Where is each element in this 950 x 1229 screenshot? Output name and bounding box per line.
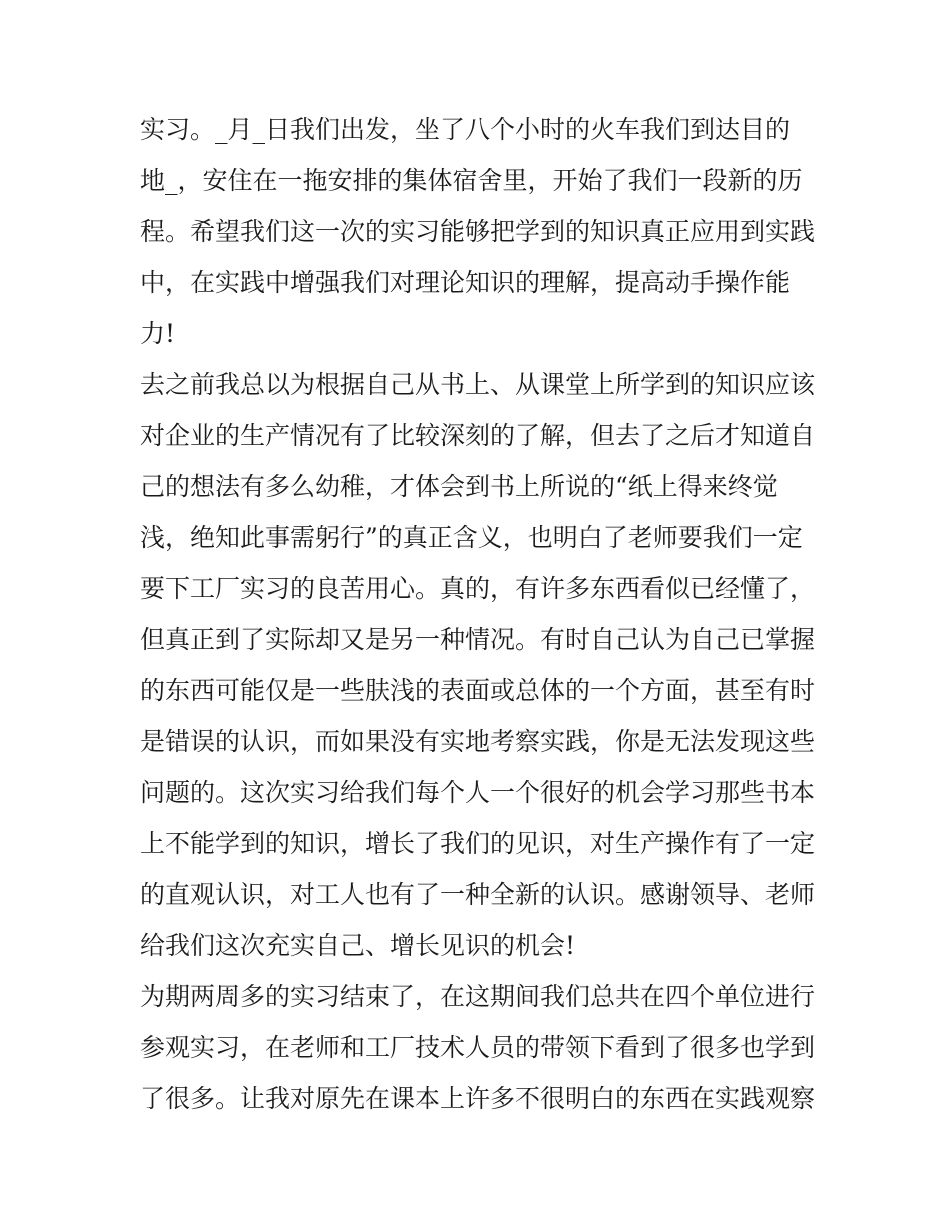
text-line: 上不能学到的知识，增长了我们的见识，对生产操作有了一定 (140, 829, 815, 858)
text-line: 浅，绝知此事需躬行”的真正含义，也明白了老师要我们一定 (140, 523, 803, 552)
text-line: 给我们这次充实自己、增长见识的机会! (140, 931, 576, 960)
text-line: 去之前我总以为根据自己从书上、从课堂上所学到的知识应该 (140, 370, 815, 399)
paragraph-3 (140, 971, 815, 1124)
text-line: 实习。_月_日我们出发，坐了八个小时的火车我们到达目的 (140, 115, 791, 144)
paragraph-2 (140, 359, 815, 971)
text-line: 要下工厂实习的良苦用心。真的，有许多东西看似已经懂了， (140, 574, 815, 603)
text-line: 地_，安住在一拖安排的集体宿舍里，开始了我们一段新的历 (140, 166, 803, 195)
text-line: 了很多。让我对原先在课本上许多不很明白的东西在实践观察 (140, 1084, 815, 1113)
text-line: 的直观认识，对工人也有了一种全新的认识。感谢领导、老师 (140, 880, 815, 909)
text-line: 中，在实践中增强我们对理论知识的理解，提高动手操作能 (140, 268, 791, 297)
text-line: 力! (140, 319, 176, 348)
text-line: 参观实习，在老师和工厂技术人员的带领下看到了很多也学到 (140, 1033, 815, 1062)
text-line: 但真正到了实际却又是另一种情况。有时自己认为自己已掌握 (140, 625, 815, 654)
text-line: 程。希望我们这一次的实习能够把学到的知识真正应用到实践 (140, 217, 815, 246)
text-line: 为期两周多的实习结束了，在这期间我们总共在四个单位进行 (140, 982, 815, 1011)
text-line: 的东西可能仅是一些肤浅的表面或总体的一个方面，甚至有时 (140, 676, 815, 705)
paragraph-1 (140, 104, 815, 359)
text-line: 己的想法有多么幼稚，才体会到书上所说的“纸上得来终觉 (140, 472, 778, 501)
text-line: 对企业的生产情况有了比较深刻的了解，但去了之后才知道自 (140, 421, 815, 450)
text-line: 问题的。这次实习给我们每个人一个很好的机会学习那些书本 (140, 778, 815, 807)
text-line: 是错误的认识，而如果没有实地考察实践，你是无法发现这些 (140, 727, 815, 756)
document-body (140, 104, 815, 1124)
